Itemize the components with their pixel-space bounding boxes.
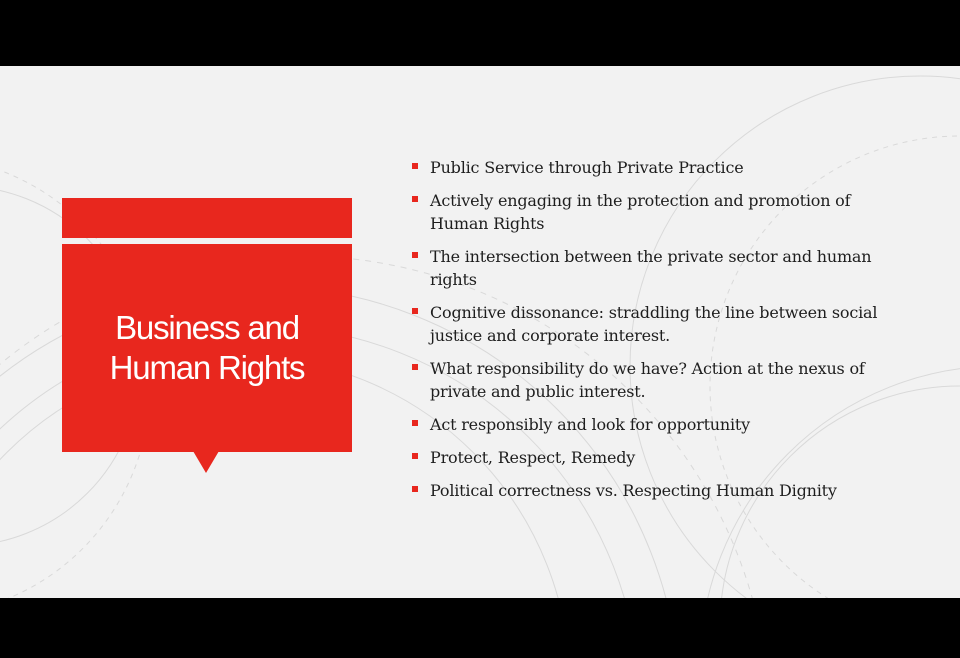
bullet-text: What responsibility do we have? Action at the nexus of private and public interest.	[430, 359, 865, 401]
bullet-item	[412, 189, 902, 235]
bullet-item	[412, 446, 902, 469]
bullet-item	[412, 413, 902, 436]
square-bullet-icon	[412, 252, 418, 258]
bullet-item	[412, 357, 902, 403]
bullet-text: Protect, Respect, Remedy	[430, 448, 636, 467]
square-bullet-icon	[412, 196, 418, 202]
bullet-text: Political correctness vs. Respecting Human Dignity	[430, 481, 837, 500]
slide-title: Business and Human Rights	[109, 309, 305, 386]
bullet-text: Act responsibly and look for opportunity	[430, 415, 751, 434]
square-bullet-icon	[412, 308, 418, 314]
square-bullet-icon	[412, 163, 418, 169]
bullet-text: Actively engaging in the protection and promotion of Human Rights	[430, 191, 851, 233]
title-accent-bar	[62, 198, 352, 238]
square-bullet-icon	[412, 486, 418, 492]
bullet-item	[412, 301, 902, 347]
square-bullet-icon	[412, 453, 418, 459]
bullet-item	[412, 156, 902, 179]
bullet-item	[412, 479, 902, 502]
bullet-item	[412, 245, 902, 291]
bullet-list	[412, 156, 902, 512]
title-box-pointer	[193, 451, 219, 473]
square-bullet-icon	[412, 364, 418, 370]
bullet-text: The intersection between the private sector and human rights	[430, 247, 872, 289]
title-box	[62, 244, 352, 452]
bullet-text: Public Service through Private Practice	[430, 158, 744, 177]
presentation-slide	[0, 66, 960, 598]
bullet-text: Cognitive dissonance: straddling the line between social justice and corporate interest.	[430, 303, 878, 345]
square-bullet-icon	[412, 420, 418, 426]
